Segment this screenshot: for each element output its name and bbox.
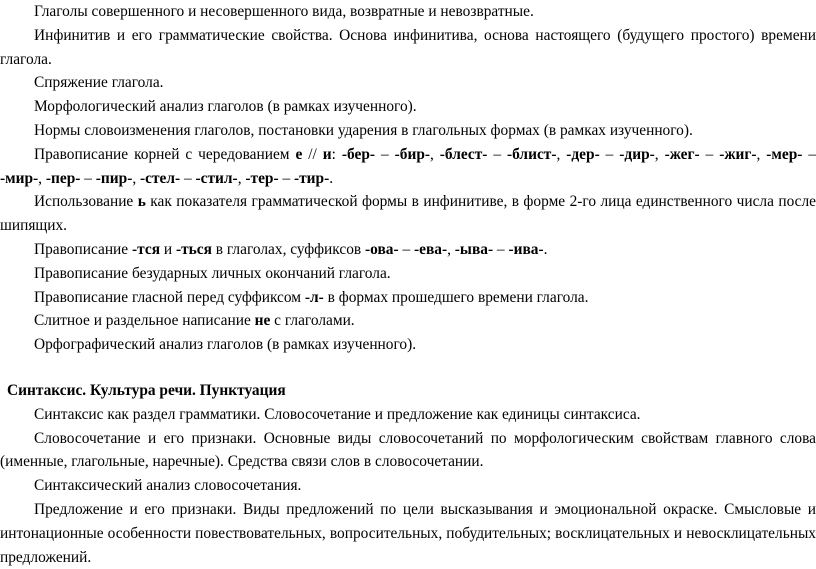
section-heading: Синтаксис. Культура речи. Пунктуация	[7, 381, 286, 399]
text-run: ,	[430, 145, 440, 163]
text-run: Инфинитив и его грамматические свойства. Основа инфинитива, основа настоящего (будущего простого) времени глагола.	[0, 26, 816, 68]
text-run: Глаголы совершенного и несовершенного вида, возвратные и невозвратные.	[34, 3, 534, 20]
topic-paragraph	[0, 498, 816, 569]
text-run: Морфологический анализ глаголов (в рамках изученного).	[34, 98, 417, 116]
bold-term: -ива-	[508, 240, 544, 258]
text-run: Нормы словоизменения глаголов, постановки ударения в глагольных формах (в рамках изученного).	[34, 121, 693, 139]
bold-term: -блест-	[439, 145, 488, 163]
text-run: –	[180, 169, 196, 187]
bold-term: -мер-	[766, 145, 803, 163]
text-run: в формах прошедшего времени глагола.	[323, 288, 589, 306]
bold-term: -тир-	[293, 169, 330, 187]
topic-paragraph	[0, 427, 816, 475]
topic-paragraph	[0, 286, 816, 310]
bold-term: -ова-	[365, 240, 399, 258]
text-run: Синтаксис как раздел грамматики. Словосочетание и предложение как единицы синтаксиса.	[34, 405, 641, 423]
topic-paragraph	[0, 190, 816, 238]
text-run: Спряжение глагола.	[34, 74, 164, 92]
text-run: –	[599, 145, 620, 163]
topic-paragraph	[0, 119, 816, 143]
text-run: Синтаксический анализ словосочетания.	[34, 477, 302, 495]
topic-paragraph	[0, 262, 816, 286]
bold-term: -жиг-	[719, 145, 757, 163]
bold-term: ь	[137, 193, 146, 211]
text-run: ,	[38, 169, 46, 187]
text-run: Правописание	[34, 240, 132, 258]
topic-paragraph	[0, 309, 816, 333]
text-run: Правописание корней с чередованием	[34, 145, 296, 163]
bold-term: -стел-	[140, 169, 181, 187]
bold-term: -дир-	[619, 145, 655, 163]
text-run: :	[331, 145, 342, 163]
text-run: ,	[756, 145, 767, 163]
bold-term: е	[295, 145, 303, 163]
text-run: –	[493, 240, 509, 258]
text-run: Орфографический анализ глаголов (в рамках изученного).	[34, 336, 417, 354]
text-run: –	[398, 240, 414, 258]
text-run: Использование	[34, 193, 138, 211]
text-run: .	[543, 240, 548, 258]
text-run: с глаголами.	[270, 312, 355, 330]
syntax-topics-section	[0, 403, 816, 569]
bold-term: -бир-	[394, 145, 430, 163]
text-run: и	[160, 240, 176, 258]
text-run: Предложение и его признаки. Виды предложений по цели высказывания и эмоциональной окраске. Смысловые и интонационные особенности повествовательных, вопросительных, побудительных; восклицательных и невосклицательных предложений.	[0, 500, 816, 566]
text-run: –	[699, 145, 720, 163]
bold-term: -ева-	[414, 240, 448, 258]
text-run: –	[375, 145, 395, 163]
topic-paragraph	[0, 403, 816, 427]
bold-term: -пер-	[45, 169, 81, 187]
topic-paragraph	[0, 0, 816, 24]
text-run: Правописание гласной перед суффиксом	[34, 288, 305, 306]
bold-term: -пир-	[95, 169, 133, 187]
topic-paragraph	[0, 143, 816, 191]
text-run: ,	[654, 145, 665, 163]
text-run: Правописание безударных личных окончаний глагола.	[34, 264, 391, 282]
topic-paragraph	[0, 71, 816, 95]
topic-paragraph	[0, 474, 816, 498]
text-run: Словосочетание и его признаки. Основные виды словосочетаний по морфологическим свойствам главного слова (именные, глагольные, наречные). Средства связи слов в словосочетании.	[0, 429, 816, 471]
bold-term: -л-	[304, 288, 324, 306]
bold-term: -ыва-	[454, 240, 494, 258]
topic-paragraph	[0, 238, 816, 262]
bold-term: -бер-	[341, 145, 376, 163]
text-run: Слитное и раздельное написание	[34, 312, 255, 330]
bold-term: -стил-	[195, 169, 238, 187]
text-run: .	[329, 169, 334, 187]
text-run: –	[80, 169, 96, 187]
text-run: в глаголах, суффиксов	[211, 240, 366, 258]
bold-term: -жег-	[664, 145, 700, 163]
bold-term: и	[322, 145, 332, 163]
text-run: –	[487, 145, 507, 163]
text-run: –	[278, 169, 294, 187]
text-run: ,	[132, 169, 141, 187]
text-run: как показателя грамматической формы в инфинитиве, в форме 2-го лица единственного числа после шипящих.	[0, 193, 816, 235]
text-run: //	[302, 145, 323, 163]
bold-term: -блист-	[507, 145, 557, 163]
bold-term: -мир-	[0, 169, 39, 187]
text-run: –	[802, 145, 816, 163]
text-run: ,	[447, 240, 455, 258]
text-run: ,	[237, 169, 246, 187]
bold-term: не	[254, 312, 271, 330]
bold-term: -тся	[131, 240, 161, 258]
topic-paragraph	[0, 333, 816, 357]
topic-paragraph	[0, 95, 816, 119]
text-run: ,	[556, 145, 567, 163]
topic-paragraph	[0, 24, 816, 72]
section-gap	[0, 357, 816, 379]
bold-term: -тер-	[245, 169, 279, 187]
bold-term: -дер-	[566, 145, 600, 163]
bold-term: -ться	[175, 240, 212, 258]
